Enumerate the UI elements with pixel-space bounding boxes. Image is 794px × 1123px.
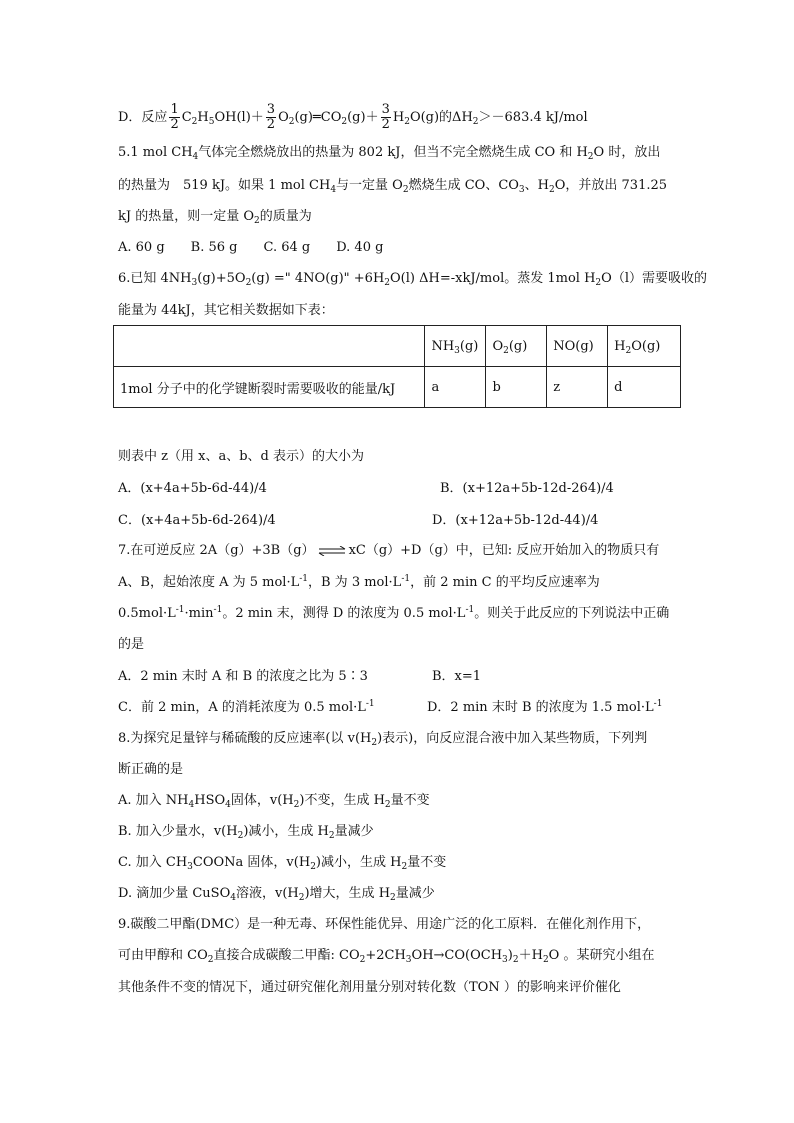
q7-line-2 [118,575,600,591]
q4-option-d [118,103,588,132]
subscript: 2 [310,862,316,872]
subscript: 4 [192,152,199,162]
text: ，前 2 min C 的平均反应速率为 [410,575,600,590]
fraction-denominator: 2 [170,117,179,132]
text: COONa 固体，v(H [192,855,311,870]
text: 量减少 [334,824,374,839]
subscript: 2 [384,800,391,810]
q6-line-1 [118,271,707,287]
text: 可由甲醇和 CO [118,948,208,963]
text: 的质量为 [259,209,312,224]
q6-question: 则表中 z（用 x、a、b、d 表示）的大小为 [118,449,364,464]
superscript: -1 [365,699,375,709]
superscript: -1 [653,699,663,709]
table-cell: b [486,367,547,408]
q9-line-1: 9.碳酸二甲酯(DMC）是一种无毒、环保性能优异、用途广泛的化工原料．在催化剂作用下， [118,917,651,932]
text: )增大，生成 H [304,886,391,901]
subscript: 3 [191,278,198,288]
subscript: 2 [595,278,602,288]
q9-line-2 [118,948,654,964]
subscript: 2 [390,893,396,903]
table-cell: a [425,367,486,408]
subscript: 4 [225,800,231,810]
fraction-denominator: 2 [266,117,276,132]
text: (g)＋ [347,110,379,125]
text: 量不变 [407,855,447,870]
text: A、B，起始浓度 A 为 5 mol·L [118,575,300,590]
text: ＋H [518,948,543,963]
text: O 。某研究小组在 [548,948,655,963]
text: (g) =" 4NO(g)" +6H [251,271,385,286]
q8-line-1 [118,731,647,747]
text: B. 加入少量水，v(H [118,824,238,839]
text: 固体，v(H [230,793,294,808]
superscript: -1 [213,605,223,615]
table-header-nh3: $NH_3(g)$ [425,326,486,367]
subscript: 2 [371,738,378,748]
text: 、H [524,178,549,193]
text: xC（g）+D（g）中，已知: 反应开始加入的物质只有 [348,543,660,558]
text: 。2 min 末，测得 D 的浓度为 0.5 mol·L [222,606,466,621]
text: kJ 的热量，则一定量 O [118,209,255,224]
fraction [266,103,276,132]
text: +2CH [365,948,406,963]
text: O [278,110,289,125]
q6-line-2: 能量为 44kJ，其它相关数据如下表： [118,303,334,318]
text: OH(l)＋ [214,110,264,125]
q5-line-2 [118,178,667,194]
text: ，B 为 3 mol·L [308,575,402,590]
text: )减小，生成 H [315,855,402,870]
text: A. 加入 NH [118,793,189,808]
text: OH→CO(OCH [411,948,503,963]
subscript: 3 [502,955,508,965]
subscript: 2 [207,955,214,965]
subscript: 2 [191,117,198,127]
q6-option-b: B．(x+12a+5b-12d-264)/4 [440,481,614,496]
subscript: 2 [587,152,594,162]
text: )不变，生成 H [299,793,385,808]
table-header-row [114,326,681,367]
text: 量减少 [395,886,435,901]
text: 燃烧生成 CO、CO [408,178,519,193]
q7-line-4: 的是 [118,637,145,652]
q8-option-b [118,824,374,840]
text: )表示)，向反应混合液中加入某些物质，下列判 [377,731,648,746]
q7-option-b: B．x=1 [432,669,482,684]
equilibrium-arrow-icon [318,546,346,556]
subscript: 2 [298,893,305,903]
text: )减小，生成 H [243,824,329,839]
bond-energy-table [113,325,681,408]
superscript: -1 [465,605,475,615]
table-row [114,367,681,408]
q8-line-2: 断正确的是 [118,762,184,777]
q7-option-a: A．2 min 末时 A 和 B 的浓度之比为 5∶3 [118,669,368,684]
subscript: 2 [293,800,300,810]
fraction-numerator: 1 [170,102,179,117]
text: ＞－683.4 kJ/mol [478,110,588,125]
text: 。则关于此反应的下列说法中正确 [474,606,670,621]
subscript: 4 [230,893,236,903]
subscript: 2 [542,955,549,965]
subscript: 4 [330,185,337,195]
q6-option-c: C．(x+4a+5b-6d-264)/4 [118,513,276,528]
text: O 时，放出 [593,145,661,160]
superscript: -1 [299,574,308,584]
subscript: 2 [341,117,348,127]
text: 6.已知 4NH [118,271,192,286]
q7-line-3 [118,606,669,622]
fraction-numerator: 3 [266,102,276,117]
text: O（l）需要吸收的 [601,271,707,286]
subscript: 2 [384,278,391,288]
text: 的热量为 519 kJ。如果 1 mol CH [118,178,331,193]
table-header-no: NO(g) [547,326,608,367]
subscript: 2 [512,955,519,965]
text: (g)+5O [197,271,246,286]
subscript: 4 [188,800,195,810]
q5-line-3 [118,209,312,225]
subscript: 2 [472,117,479,127]
q8-option-c [118,855,446,871]
text: 量不变 [390,793,430,808]
subscript: 2 [237,831,244,841]
fraction-numerator: 3 [381,102,390,117]
subscript: 2 [549,185,555,195]
q5-options: A. 60 g B. 56 g C. 64 g D. 40 g [118,240,384,255]
subscript: 3 [405,955,412,965]
superscript: -1 [401,574,411,584]
subscript: 2 [245,278,252,288]
q9-line-3: 其他条件不变的情况下，通过研究催化剂用量分别对转化数（TON ）的影响来评价催化 [118,980,621,995]
text: O(g)的ΔH [409,110,473,125]
q6-option-a: A．(x+4a+5b-6d-44)/4 [118,481,267,496]
text: C．前 2 min，A 的消耗浓度为 0.5 mol·L [118,700,366,715]
subscript: 3 [187,862,193,872]
table-row-label: 1mol 分子中的化学键断裂时需要吸收的能量/kJ [114,367,425,408]
text: 0.5mol·L [118,606,176,621]
subscript: 2 [401,862,408,872]
subscript: 3 [518,185,525,195]
text: ·min [184,606,214,621]
fraction [381,103,391,132]
q8-option-a [118,793,430,809]
text: 溶液，v(H [235,886,299,901]
subscript: 2 [404,117,410,127]
text: H [392,110,405,125]
subscript: 2 [288,117,295,127]
table-cell-empty [114,326,425,367]
subscript: 2 [402,185,409,195]
text: ) [507,948,513,963]
text: 5.1 mol CH [118,145,193,160]
text: 与一定量 O [336,178,403,193]
text: HSO [194,793,226,808]
q7-option-c [118,700,375,716]
fraction [169,103,179,132]
text: 气体完全燃烧放出的热量为 802 kJ，但当不完全燃烧生成 CO 和 H [198,145,588,160]
superscript: -1 [175,605,185,615]
subscript: 2 [359,955,366,965]
text: H [197,110,209,125]
text: 7.在可逆反应 2A（g）+3B（g） [118,543,315,558]
text: C. 加入 CH [118,855,188,870]
fraction-denominator: 2 [381,117,390,132]
subscript: 2 [328,831,335,841]
q7-option-d [427,700,662,716]
text: O，并放出 731.25 [554,178,668,193]
q6-option-d: D．(x+12a+5b-12d-44)/4 [432,513,599,528]
text: (g)═CO [294,110,342,125]
table-header-h2o: $H_2O(g)$ [608,326,681,367]
subscript: 5 [208,117,215,127]
subscript: 2 [254,216,260,226]
table-header-o2: $O_2(g)$ [486,326,547,367]
table-cell: z [547,367,608,408]
q8-option-d [118,886,435,902]
table-cell: d [608,367,681,408]
text: C [181,110,192,125]
text: 直接合成碳酸二甲酯: CO [213,948,360,963]
text: D. 滴加少量 CuSO [118,886,231,901]
text: 8.为探究足量锌与稀硫酸的反应速率(以 v(H [118,731,372,746]
text: O(l) ΔH=-xkJ/mol。蒸发 1mol H [390,271,596,286]
text: D．反应 [118,110,168,125]
text: D．2 min 末时 B 的浓度为 1.5 mol·L [427,700,654,715]
q5-line-1 [118,145,660,161]
q7-line-1 [118,543,659,559]
